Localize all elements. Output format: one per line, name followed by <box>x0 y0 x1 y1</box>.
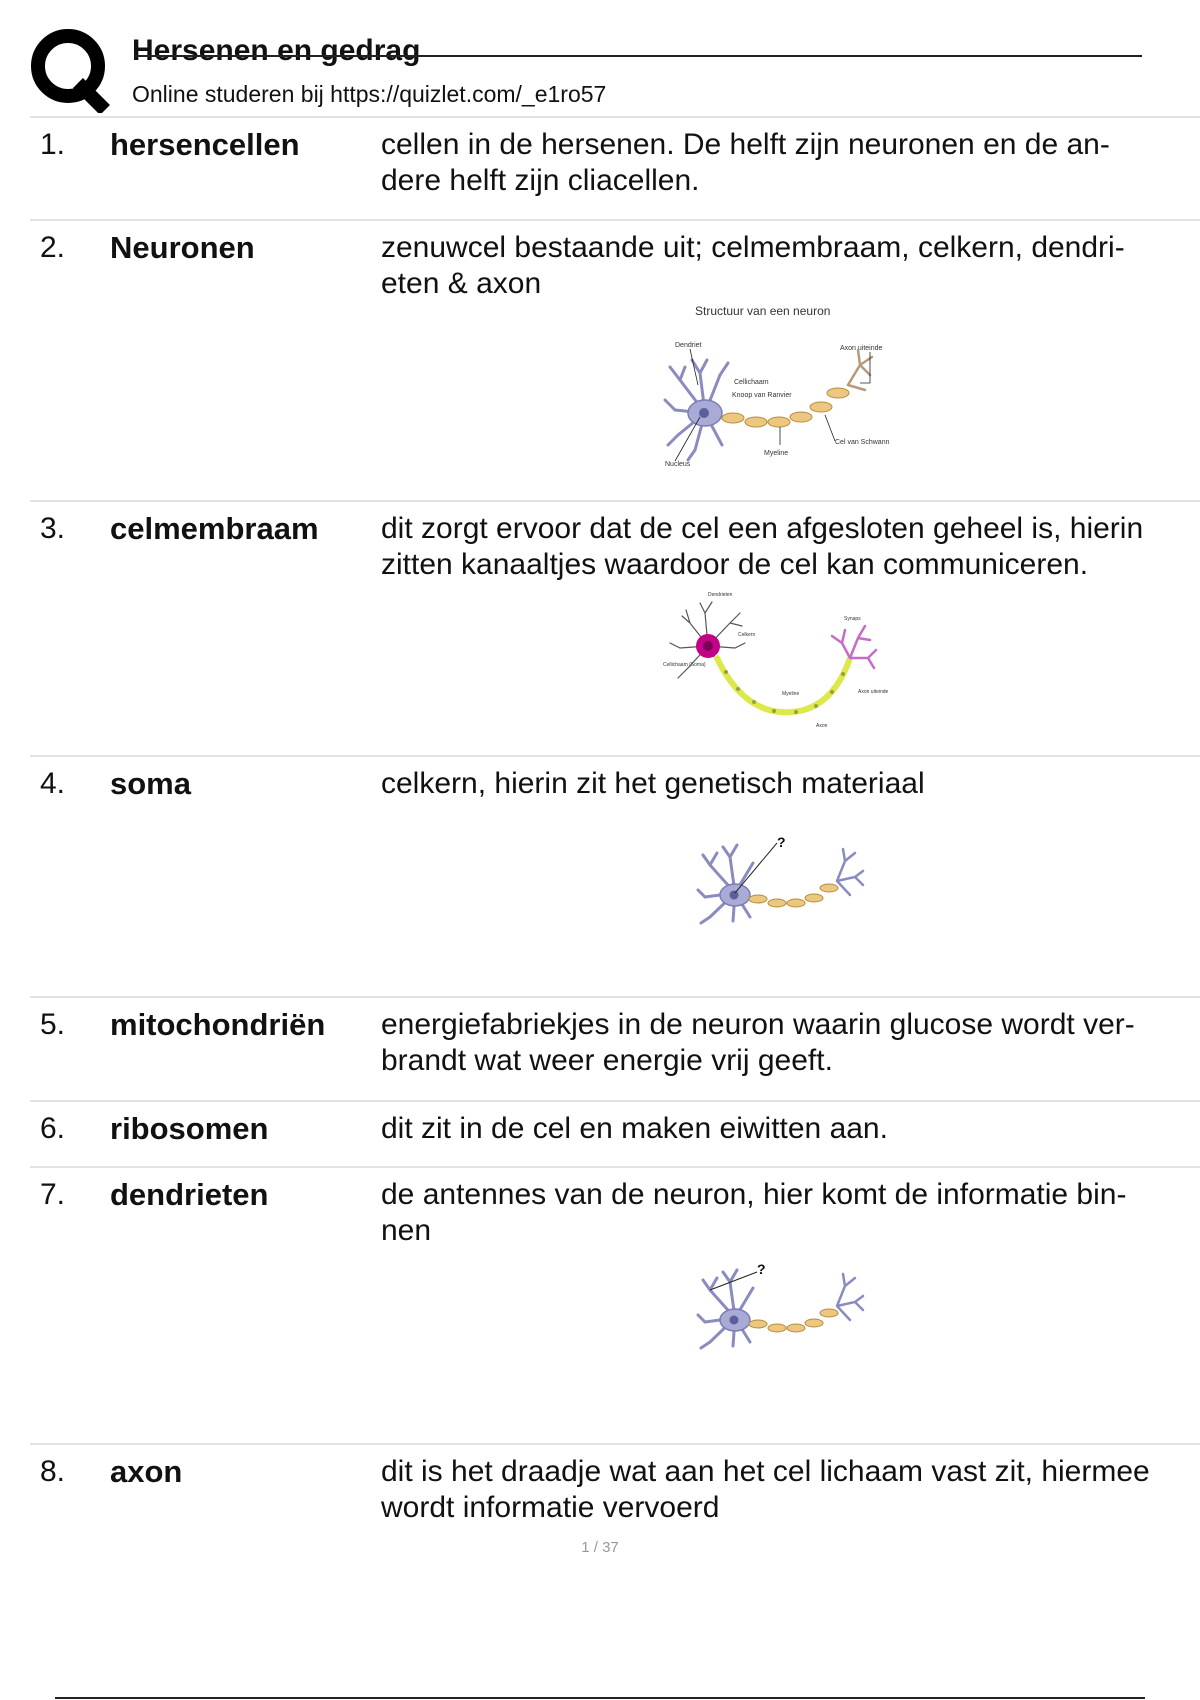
diagram-label: Knoop van Ranvier <box>732 392 792 399</box>
entry-term: hersencellen <box>110 127 300 162</box>
entry-term: ribosomen <box>110 1111 269 1146</box>
diagram-label: Axon uiteinde <box>840 345 883 352</box>
entry-term: dendrieten <box>110 1177 269 1212</box>
footer-rule <box>55 1697 1145 1699</box>
entry-definition: zenuwcel bestaande uit; celmembraam, celkern, dendri- eten & axon <box>381 231 1125 300</box>
entry-number: 8. <box>40 1455 66 1488</box>
entry-number: 1. <box>40 128 66 161</box>
row-divider <box>30 116 1200 118</box>
entry-definition: dit zit in de cel en maken eiwitten aan. <box>381 1112 888 1145</box>
entry-number: 3. <box>40 512 66 545</box>
axon-terminal <box>837 1274 863 1320</box>
nucleus-icon <box>699 408 709 418</box>
diagram-label: Myeline <box>782 691 800 697</box>
pointer-line <box>735 843 777 893</box>
row-divider <box>30 755 1200 757</box>
entry-definition: energiefabriekjes in de neuron waarin glucose wordt ver- brandt wat weer energie vrij geeft. <box>381 1008 1135 1077</box>
neuron-structure-diagram <box>660 305 900 470</box>
diagram-label: Dendrieten <box>708 592 733 598</box>
entry-number: 4. <box>40 767 66 800</box>
entry-term: celmembraam <box>110 511 319 546</box>
page-number: 1 / 37 <box>581 1539 619 1556</box>
entry-definition: de antennes van de neuron, hier komt de informatie bin- nen <box>381 1178 1127 1247</box>
row-divider <box>30 1166 1200 1168</box>
entry-number: 6. <box>40 1112 66 1145</box>
row-divider <box>30 1100 1200 1102</box>
diagram-label: Axon <box>816 723 828 729</box>
nucleus-icon <box>730 1316 739 1325</box>
question-mark: ? <box>777 835 786 850</box>
neuron-question-diagram <box>695 835 870 925</box>
question-mark: ? <box>757 1261 766 1277</box>
nucleus-icon <box>703 641 713 651</box>
neuron-color-diagram <box>660 588 900 733</box>
diagram-label: Dendriet <box>675 342 702 349</box>
document-header <box>30 28 1142 118</box>
diagram-label: Cellichaam <box>734 379 769 386</box>
nucleus-icon <box>730 891 739 900</box>
dendrite-branches <box>698 1270 753 1348</box>
axon-terminal <box>837 849 863 895</box>
entry-definition: dit is het draadje wat aan het cel lichaam vast zit, hiermee wordt informatie vervoerd <box>381 1455 1150 1524</box>
title-rule <box>135 55 1142 57</box>
row-divider <box>30 1443 1200 1445</box>
diagram-label: Synaps <box>844 616 861 622</box>
entry-number: 2. <box>40 231 66 264</box>
diagram-title: Structuur van een neuron <box>695 305 831 318</box>
quizlet-logo-icon <box>30 28 145 113</box>
entry-definition: celkern, hierin zit het genetisch materiaal <box>381 767 925 800</box>
diagram-label: Nucleus <box>665 461 691 468</box>
axon-terminal <box>848 350 872 390</box>
myelin-segments <box>749 884 838 907</box>
diagram-label: Celkern <box>738 632 756 638</box>
entry-term: soma <box>110 766 191 801</box>
row-divider <box>30 219 1200 221</box>
axon-terminal <box>832 626 876 668</box>
neuron-question-diagram <box>695 1260 870 1350</box>
diagram-label: Myeline <box>764 450 789 457</box>
myelin-segments <box>749 1309 838 1332</box>
document-title: Hersenen en gedrag <box>132 34 421 67</box>
entry-definition: cellen in de hersenen. De helft zijn neuronen en de an- dere helft zijn cliacellen. <box>381 128 1110 197</box>
row-divider <box>30 500 1200 502</box>
row-divider <box>30 996 1200 998</box>
diagram-label: Cel van Schwann <box>835 439 890 446</box>
diagram-label: Cellichaam (Soma) <box>663 662 706 668</box>
entry-number: 5. <box>40 1008 66 1041</box>
entry-term: Neuronen <box>110 230 255 265</box>
axon-line <box>716 656 850 712</box>
entry-term: axon <box>110 1454 183 1489</box>
diagram-label: Axon uiteinde <box>858 689 889 695</box>
entry-number: 7. <box>40 1178 66 1211</box>
document-subtitle: Online studeren bij https://quizlet.com/_e1ro57 <box>132 81 607 107</box>
entry-term: mitochondriën <box>110 1007 326 1042</box>
entry-definition: dit zorgt ervoor dat de cel een afgesloten geheel is, hierin zitten kanaaltjes waardoor de cel kan communiceren. <box>381 512 1144 581</box>
dendrite-branches <box>698 845 753 923</box>
